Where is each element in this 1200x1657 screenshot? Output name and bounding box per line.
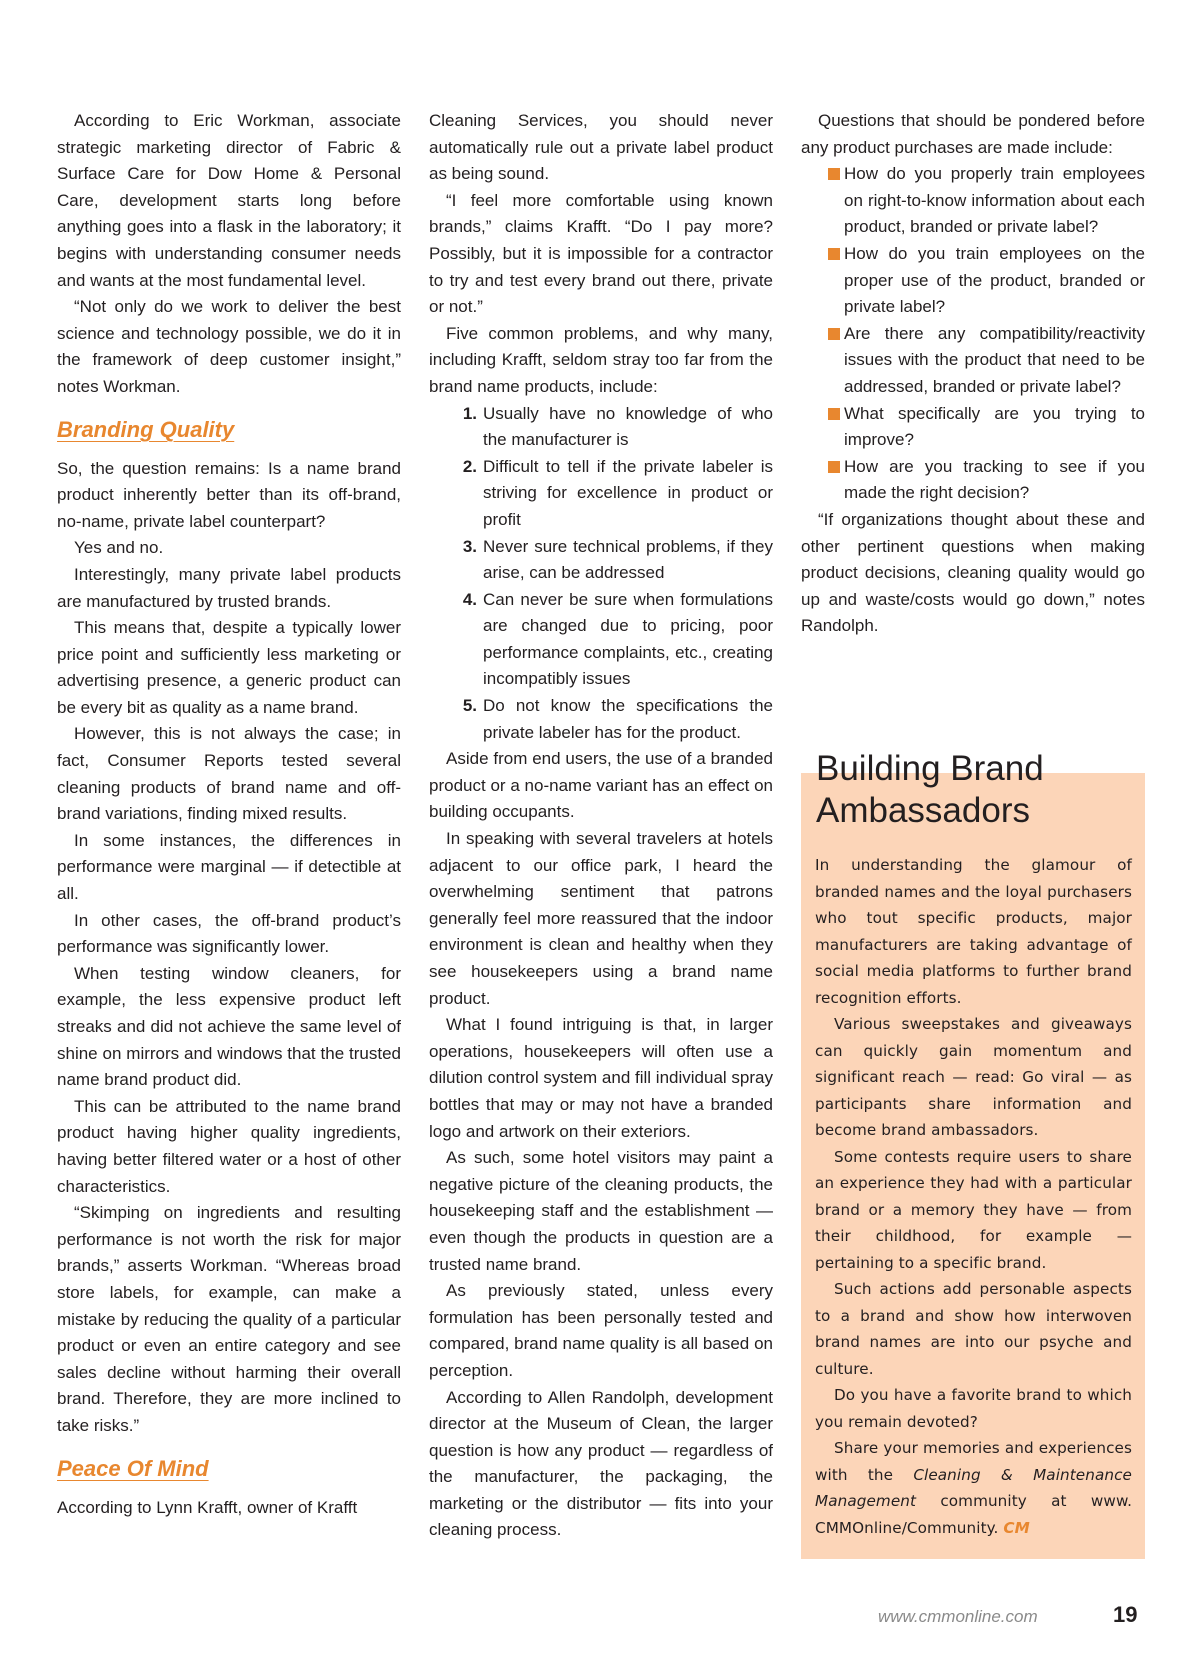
sidebar-paragraph	[815, 1435, 1132, 1541]
subhead-peace-of-mind: Peace Of Mind	[57, 1455, 209, 1481]
page-number: 19	[1113, 1602, 1138, 1627]
paragraph: According to Lynn Krafft, owner of Krafft	[57, 1497, 358, 1517]
article-column-2	[429, 108, 773, 1544]
list-item	[801, 454, 1145, 507]
list-item	[801, 321, 1145, 401]
list-item	[447, 401, 773, 454]
list-item-text: Do not know the specifications the private labeler has for the product.	[483, 696, 773, 742]
list-item-text: Can never be sure when formulations are changed due to pricing, poor performance complaints, etc., creating incompatibly issues	[483, 589, 773, 689]
numbered-list	[429, 401, 773, 747]
list-item-text: Difficult to tell if the private labeler is striving for excellence in product or profit	[483, 456, 773, 529]
paragraph: According to Eric Workman, associate strategic marketing director of Fabric & Surface Care for Dow Home & Personal Care, development starts long before anything goes into a flask in the laboratory; it begins with understanding consumer needs and wants at the most fundamental level.	[57, 111, 401, 290]
paragraph: In some instances, the differences in performance were marginal — if detectible at all.	[57, 830, 401, 904]
paragraph: “If organizations thought about these and other pertinent questions when making product decisions, cleaning quality would go up and waste/costs would go down,” notes Randolph.	[801, 509, 1145, 636]
paragraph: In speaking with several travelers at hotels adjacent to our office park, I heard the overwhelming sentiment that patrons generally feel more reassured that the indoor environment is clean and healthy when they see housekeepers using a brand name product.	[429, 829, 773, 1008]
paragraph: This can be attributed to the name brand product having higher quality ingredients, having better filtered water or a host of other characteristics.	[57, 1096, 401, 1196]
sidebar-body	[815, 852, 1132, 1541]
article-column-1	[57, 108, 401, 1521]
list-item-text: Never sure technical problems, if they arise, can be addressed	[483, 536, 773, 583]
list-item-text: Usually have no knowledge of who the manufacturer is	[483, 403, 773, 450]
square-bullet-icon	[828, 461, 840, 473]
paragraph: As such, some hotel visitors may paint a negative picture of the cleaning products, the housekeeping staff and the establishment — even though the products in question are a trusted name brand.	[429, 1148, 773, 1274]
paragraph: “Not only do we work to deliver the best science and technology possible, we do it in the framework of deep customer insight,” notes Workman.	[57, 297, 401, 396]
paragraph: This means that, despite a typically lower price point and sufficiently less marketing or advertising presence, a generic product can be every bit as quality as a name brand.	[57, 618, 401, 717]
list-item-text: Are there any compatibility/reactivity issues with the product that need to be addressed, branded or private label?	[844, 323, 1145, 396]
square-bullet-icon	[828, 248, 840, 260]
subhead-branding-quality: Branding Quality	[57, 416, 235, 442]
paragraph: As previously stated, unless every formulation has been personally tested and compared, brand name quality is all based on perception.	[429, 1281, 773, 1380]
sidebar-title: Building Brand Ambassadors	[816, 749, 1044, 830]
list-item	[801, 241, 1145, 321]
sidebar-paragraph: In understanding the glamour of branded names and the loyal purchasers who tout specific products, major manufacturers are taking advantage of social media platforms to further brand recognition efforts.	[815, 856, 1132, 1007]
paragraph: “I feel more comfortable using known brands,” claims Krafft. “Do I pay more? Possibly, but it is impossible for a contractor to try and test every brand out there, private or not.”	[429, 190, 773, 317]
list-number: 1.	[462, 403, 477, 423]
paragraph: According to Allen Randolph, development director at the Museum of Clean, the larger question is how any product — regardless of the manufacturer, the packaging, the marketing or the distributor — fits into your cleaning process.	[429, 1387, 773, 1540]
list-number: 3.	[462, 536, 477, 556]
article-column-3	[801, 108, 1145, 640]
list-item	[447, 587, 773, 693]
paragraph: Five common problems, and why many, including Krafft, seldom stray too far from the brand name products, include:	[429, 323, 773, 396]
sidebar-paragraph: Various sweepstakes and giveaways can quickly gain momentum and significant reach — read: Go viral — as participants share information and become brand ambassadors.	[815, 1015, 1132, 1139]
list-item-text: How are you tracking to see if you made the right decision?	[844, 456, 1145, 503]
sidebar-paragraph: Do you have a favorite brand to which you remain devoted?	[815, 1386, 1132, 1431]
cm-end-mark: CM	[1003, 1518, 1030, 1537]
list-item	[447, 454, 773, 534]
paragraph: So, the question remains: Is a name brand product inherently better than its off-brand, no-name, private label counterpart?	[57, 458, 401, 531]
paragraph: Interestingly, many private label products are manufactured by trusted brands.	[57, 564, 401, 611]
square-bullet-icon	[828, 408, 840, 420]
list-number: 5.	[462, 696, 477, 716]
paragraph: “Skimping on ingredients and resulting performance is not worth the risk for major brands,” asserts Workman. “Whereas broad store labels, for example, can make a mistake by reducing the quality of a particular product or even an entire category and see sales decline without harming their overall brand. Therefore, they are more inclined to take risks.”	[57, 1203, 401, 1435]
sidebar-paragraph: Such actions add personable aspects to a brand and show how interwoven brand names are into our psyche and culture.	[815, 1280, 1132, 1378]
list-item	[447, 534, 773, 587]
sidebar-text: Share your memories and experiences with the	[815, 1439, 1132, 1484]
square-bullet-icon	[828, 328, 840, 340]
sidebar-text: community at www. CMMOnline/Community.	[815, 1492, 1132, 1537]
paragraph: Cleaning Services, you should never automatically rule out a private label product as being sound.	[429, 111, 773, 184]
paragraph: Aside from end users, the use of a branded product or a no-name variant has an effect on building occupants.	[429, 749, 773, 822]
square-bullet-icon	[828, 168, 840, 180]
sidebar-paragraph: Some contests require users to share an experience they had with a particular brand or a memory they have — from their childhood, for example — pertaining to a specific brand.	[815, 1147, 1132, 1272]
list-item-text: How do you train employees on the proper use of the product, branded or private label?	[844, 243, 1145, 317]
paragraph: Questions that should be pondered before any product purchases are made include:	[801, 111, 1145, 157]
list-item-text: What specifically are you trying to improve?	[844, 403, 1145, 450]
paragraph: Yes and no.	[74, 538, 164, 558]
list-item	[801, 401, 1145, 454]
paragraph: What I found intriguing is that, in larger operations, housekeepers will often use a dilution control system and fill individual spray bottles that may or may not have a branded logo and artwork on their exteriors.	[429, 1015, 773, 1141]
list-item-text: How do you properly train employees on right-to-know information about each product, branded or private label?	[844, 164, 1145, 237]
footer-url: www.cmmonline.com	[878, 1607, 1038, 1626]
list-number: 4.	[462, 589, 477, 609]
paragraph: When testing window cleaners, for example, the less expensive product left streaks and did not achieve the same level of shine on mirrors and windows that the trusted name brand product did.	[57, 963, 401, 1090]
list-item	[801, 161, 1145, 241]
magazine-name: Cleaning & Maintenance Management	[815, 1465, 1133, 1510]
list-number: 2.	[462, 456, 477, 476]
bullet-list	[801, 161, 1145, 507]
list-item	[447, 693, 773, 746]
paragraph: However, this is not always the case; in fact, Consumer Reports tested several cleaning products of brand name and off-brand variations, finding mixed results.	[57, 724, 401, 824]
paragraph: In other cases, the off-brand product’s performance was significantly lower.	[57, 910, 401, 957]
